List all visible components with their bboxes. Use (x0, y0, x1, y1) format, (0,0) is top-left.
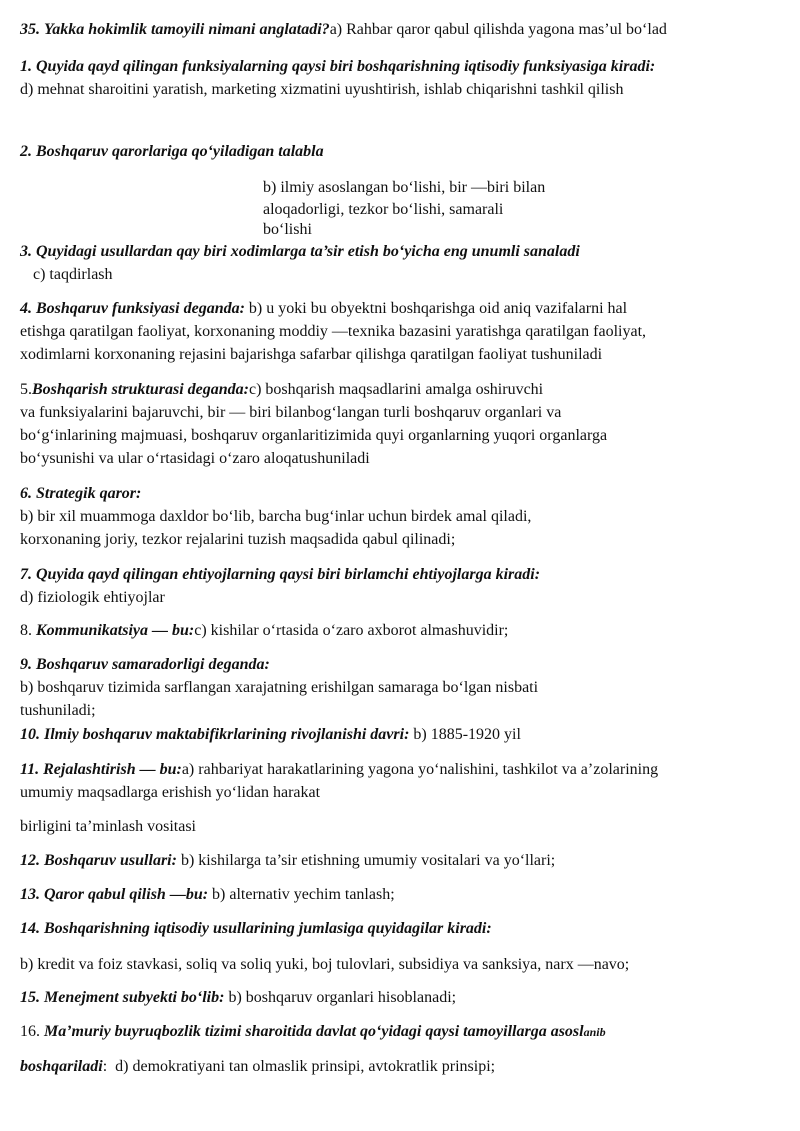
question-10 (20, 725, 521, 745)
answer-6-line-1: b) bir xil muammoga daxldor bo‘lib, barcha bug‘inlar uchun birdek amal qiladi, (20, 508, 532, 525)
answer-7: d) fiziologik ehtiyojlar (20, 589, 165, 606)
answer-text: c) boshqarish maqsadlarini amalga oshiruvchi (248, 381, 544, 398)
question-text: Quyida qayd qilingan funksiyalarning qaysi biri boshqarishning iqtisodiy funksiyasiga kiradi: (36, 58, 656, 75)
question-text: Menejment subyekti bo‘lib: (44, 989, 225, 1006)
question-14 (20, 919, 492, 939)
question-text: Boshqaruv samaradorligi deganda: (36, 656, 270, 673)
question-text: Boshqaruv usullari: (44, 852, 177, 869)
answer-4-line-3: xodimlarni korxonaning rejasini bajarishga safarbar qilishga qaratilgan faoliyat tushuniladi (20, 346, 603, 363)
question-16 (20, 1022, 606, 1042)
question-number: 16. (20, 1023, 40, 1040)
answer-5-line-3: bo‘g‘inlarining majmuasi, boshqaruv organlaritizimida quyi organlarning yuqori organlarga (20, 427, 608, 444)
question-number: 11. (20, 761, 40, 778)
question-number: 12. (20, 852, 40, 869)
question-text: Yakka hokimlik tamoyili nimani anglatadi? (44, 21, 330, 38)
answer-11-line-2: umumiy maqsadlarga erishish yo‘lidan harakat (20, 784, 321, 801)
answer-4-line-2: etishga qaratilgan faoliyat, korxonaning moddiy —texnika bazasini yaratishga qaratilgan faoliyat, (20, 323, 647, 340)
question-text: Ilmiy boshqaruv maktabifikrlarining rivojlanishi davri: (44, 726, 410, 743)
answer-text: c) kishilar o‘rtasida o‘zaro axborot almashuvidir; (194, 622, 509, 639)
question-text: Boshqaruv funksiyasi deganda: (36, 300, 245, 317)
question-number: 5. (20, 381, 32, 398)
question-number: 9. (20, 656, 32, 673)
question-6 (20, 484, 141, 504)
question-2 (20, 142, 324, 162)
answer-1: d) mehnat sharoitini yaratish, marketing xizmatini uyushtirish, ishlab chiqarishni tashkil qilish (20, 81, 624, 98)
question-4 (20, 299, 627, 319)
answer-11-line-3: birligini ta’minlash vositasi (20, 818, 196, 835)
question-number: 6. (20, 485, 32, 502)
question-12 (20, 851, 555, 871)
question-text: boshqariladi (20, 1058, 103, 1075)
answer-2-line-3: bo‘lishi (263, 221, 312, 238)
answer-3: c) taqdirlash (33, 266, 113, 283)
answer-9-line-2: tushuniladi; (20, 702, 96, 719)
answer-14: b) kredit va foiz stavkasi, soliq va soliq yuki, boj tulovlari, subsidiya va sanksiya, narx —navo; (20, 956, 630, 973)
question-number: 14. (20, 920, 40, 937)
answer-text: b) 1885-1920 yil (413, 726, 521, 743)
answer-6-line-2: korxonaning joriy, tezkor rejalarini tuzish maqsadida qabul qilinadi; (20, 531, 456, 548)
question-5 (20, 380, 543, 400)
answer-text: b) kishilarga ta’sir etishning umumiy vositalari va yo‘llari; (180, 852, 556, 869)
question-text: Strategik qaror: (36, 485, 142, 502)
question-number: 7. (20, 566, 32, 583)
question-number: 8. (20, 622, 32, 639)
answer-text: d) demokratiyani tan olmaslik prinsipi, avtokratlik prinsipi; (115, 1058, 496, 1075)
answer-5-line-4: bo‘ysunishi va ular o‘rtasidagi o‘zaro aloqatushuniladi (20, 450, 370, 467)
question-text: Boshqarish strukturasi deganda: (32, 381, 249, 398)
answer-text: a) Rahbar qaror qabul qilishda yagona mas’ul bo‘lad (329, 21, 667, 38)
question-13 (20, 885, 395, 905)
question-text: Boshqarishning iqtisodiy usullarining jumlasiga quyidagilar kiradi: (44, 920, 492, 937)
question-11 (20, 760, 658, 780)
question-number: 4. (20, 300, 32, 317)
question-number: 15. (20, 989, 40, 1006)
answer-2-line-2: aloqadorligi, tezkor bo‘lishi, samarali (263, 201, 504, 218)
answer-text: a) rahbariyat harakatlarining yagona yo‘nalishini, tashkilot va a’zolarining (181, 761, 659, 778)
question-text: Quyida qayd qilingan ehtiyojlarning qaysi biri birlamchi ehtiyojlarga kiradi: (36, 566, 541, 583)
question-16-cont: boshqariladi: d) demokratiyani tan olmaslik prinsipi, avtokratlik prinsipi; (20, 1058, 496, 1075)
question-number: 10. (20, 726, 40, 743)
question-text: 35. (20, 21, 40, 38)
answer-2-line-1: b) ilmiy asoslangan bo‘lishi, bir —biri bilan (263, 179, 546, 196)
question-number: 2. (20, 143, 32, 160)
question-text: Quyidagi usullardan qay biri xodimlarga ta’sir etish bo‘yicha eng unumli sanaladi (36, 243, 580, 260)
question-35 (20, 20, 667, 40)
question-9 (20, 655, 270, 675)
question-text-small: anib (583, 1025, 606, 1039)
question-number: 1. (20, 58, 32, 75)
question-1 (20, 57, 655, 77)
question-3 (20, 242, 580, 262)
answer-9-line-1: b) boshqaruv tizimida sarflangan xarajatning erishilgan samaraga bo‘lgan nisbati (20, 679, 539, 696)
question-text: Rejalashtirish — bu: (43, 761, 182, 778)
question-text: Ma’muriy buyruqbozlik tizimi sharoitida davlat qo‘yidagi qaysi tamoyillarga asosl (44, 1023, 584, 1040)
question-text: Boshqaruv qarorlariga qo‘yiladigan talabla (36, 143, 324, 160)
answer-text: b) alternativ yechim tanlash; (212, 886, 395, 903)
question-text: Qaror qabul qilish —bu: (44, 886, 209, 903)
question-7 (20, 565, 540, 585)
question-15 (20, 988, 456, 1008)
answer-text: b) u yoki bu obyektni boshqarishga oid aniq vazifalarni hal (248, 300, 628, 317)
answer-5-line-2: va funksiyalarini bajaruvchi, bir — biri bilanbog‘langan turli boshqaruv organlari va (20, 404, 562, 421)
answer-text: b) boshqaruv organlari hisoblanadi; (228, 989, 457, 1006)
question-number: 13. (20, 886, 40, 903)
question-8 (20, 621, 508, 641)
question-number: 3. (20, 243, 32, 260)
question-text: Kommunikatsiya — bu: (36, 622, 195, 639)
